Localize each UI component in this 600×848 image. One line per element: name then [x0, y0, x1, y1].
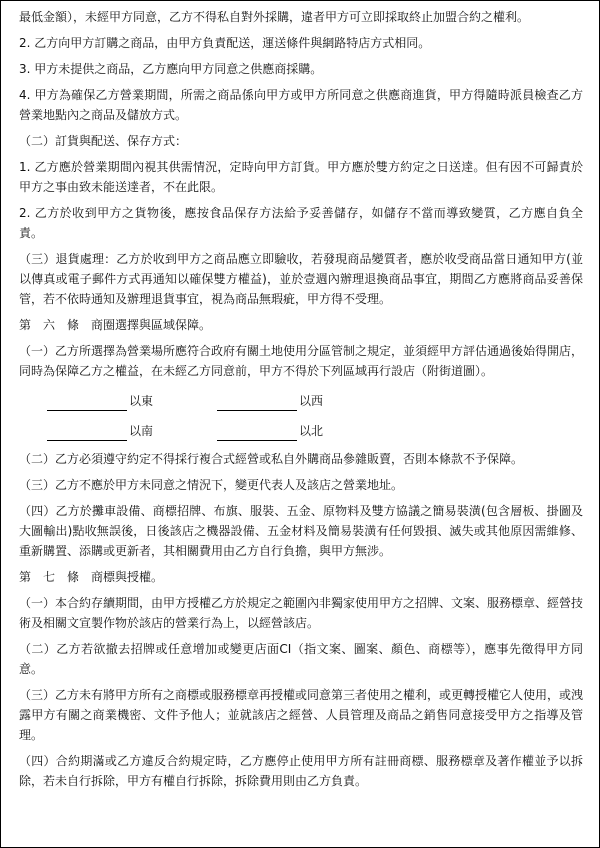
- paragraph-returns: （三）退貨處理：乙方於收到甲方之商品應立即驗收，若發現商品變質者，應於收受商品當日通知甲方(並以傳真或電子郵件方式再通知以確保雙方權益)，並於壹週內辦理退換商品事宜，期間乙方應將商品妥善保管，若不依時通知及辦理退貨事宜，視為商品無瑕疵，甲方得不受理。: [19, 252, 583, 306]
- paragraph-representative-change: （三）乙方不應於甲方未同意之情況下，變更代表人及該店之營業地址。: [19, 478, 404, 492]
- boundary-row-1: [47, 391, 583, 411]
- west-label: 以西: [299, 394, 324, 408]
- paragraph-trademark-license: （一）本合約存續期間，由甲方授權乙方於規定之範圍內非獨家使用甲方之招牌、文案、服務標章、經營技術及相關文宣製作物於該店的營業行為上，以經營該店。: [19, 596, 584, 630]
- north-label: 以北: [299, 424, 324, 438]
- west-blank[interactable]: [217, 398, 297, 411]
- paragraph-no-composite-business: （二）乙方必須遵守約定不得採行複合式經營或私自外購商品參雜販賣，否則本條款不予保障。: [19, 452, 524, 466]
- paragraph-procurement-rights: 最低金額），未經甲方同意，乙方不得私自對外採購，違者甲方可立即採取終止加盟合約之權利。: [19, 10, 530, 24]
- south-label: 以南: [129, 424, 154, 438]
- paragraph-delivery: 2. 乙方向甲方訂購之商品，由甲方負責配送，運送條件與網路特店方式相同。: [19, 36, 431, 50]
- paragraph-sublicense: （三）乙方未有將甲方所有之商標或服務標章再授權或同意第三者使用之權利，或更轉授權它人使用，或洩露甲方有關之商業機密、文件予他人；並就該店之經營、人員管理及商品之銷售同意接受甲方之指導及管理。: [19, 688, 584, 742]
- east-label: 以東: [129, 394, 154, 408]
- paragraph-ordering: 1. 乙方應於營業期間內視其供需情況，定時向甲方訂貨。甲方應於雙方約定之日送達。但有因不可歸責於甲方之事由致未能送達者，不在此限。: [19, 160, 583, 194]
- paragraph-equipment-costs: （四）乙方於攤車設備、商標招牌、布旗、服裝、五金、原物料及雙方協議之簡易裝潢(包含層板、掛圖及大圖輸出)點收無誤後，日後該店之機器設備、五金材料及簡易裝潢有任何毀損、滅失或其他原因需維修、重新購置、添購或更新者，其相關費用由乙方自行負擔，與甲方無涉。: [19, 504, 583, 558]
- paragraph-termination-removal: （四）合約期滿或乙方違反合約規定時，乙方應停止使用甲方所有註冊商標、服務標章及著作權並予以拆除，若未自行拆除，甲方有權自行拆除，拆除費用則由乙方負責。: [19, 754, 583, 788]
- east-blank[interactable]: [47, 398, 127, 411]
- article-six-heading: 第 六 條 商圈選擇與區域保障。: [19, 318, 212, 332]
- north-blank[interactable]: [217, 428, 297, 441]
- paragraph-inspection: 4. 甲方為確保乙方營業期間，所需之商品係向甲方或甲方所同意之供應商進貨，甲方得隨時派員檢查乙方營業地點內之商品及儲放方式。: [19, 88, 583, 122]
- section-heading-ordering: （二）訂貨與配送、保存方式：: [19, 134, 188, 148]
- article-seven-heading: 第 七 條 商標與授權。: [19, 570, 164, 584]
- paragraph-signage-ci: （二）乙方若欲撤去招牌或任意增加或變更店面CI（指文案、圖案、顏色、商標等），應事先徵得甲方同意。: [19, 642, 583, 676]
- paragraph-supplier: 3. 甲方未提供之商品，乙方應向甲方同意之供應商採購。: [19, 62, 323, 76]
- south-blank[interactable]: [47, 428, 127, 441]
- paragraph-storage: 2. 乙方於收到甲方之貨物後，應按食品保存方法給予妥善儲存，如儲存不當而導致變質，乙方應自負全責。: [19, 206, 583, 240]
- boundary-row-2: [47, 421, 583, 441]
- paragraph-territory: （一）乙方所選擇為營業場所應符合政府有關土地使用分區管制之規定，並須經甲方評估通過後始得開店，同時為保障乙方之權益，在未經乙方同意前，甲方不得於下列區域再行設店（附街道圖）。: [19, 344, 584, 378]
